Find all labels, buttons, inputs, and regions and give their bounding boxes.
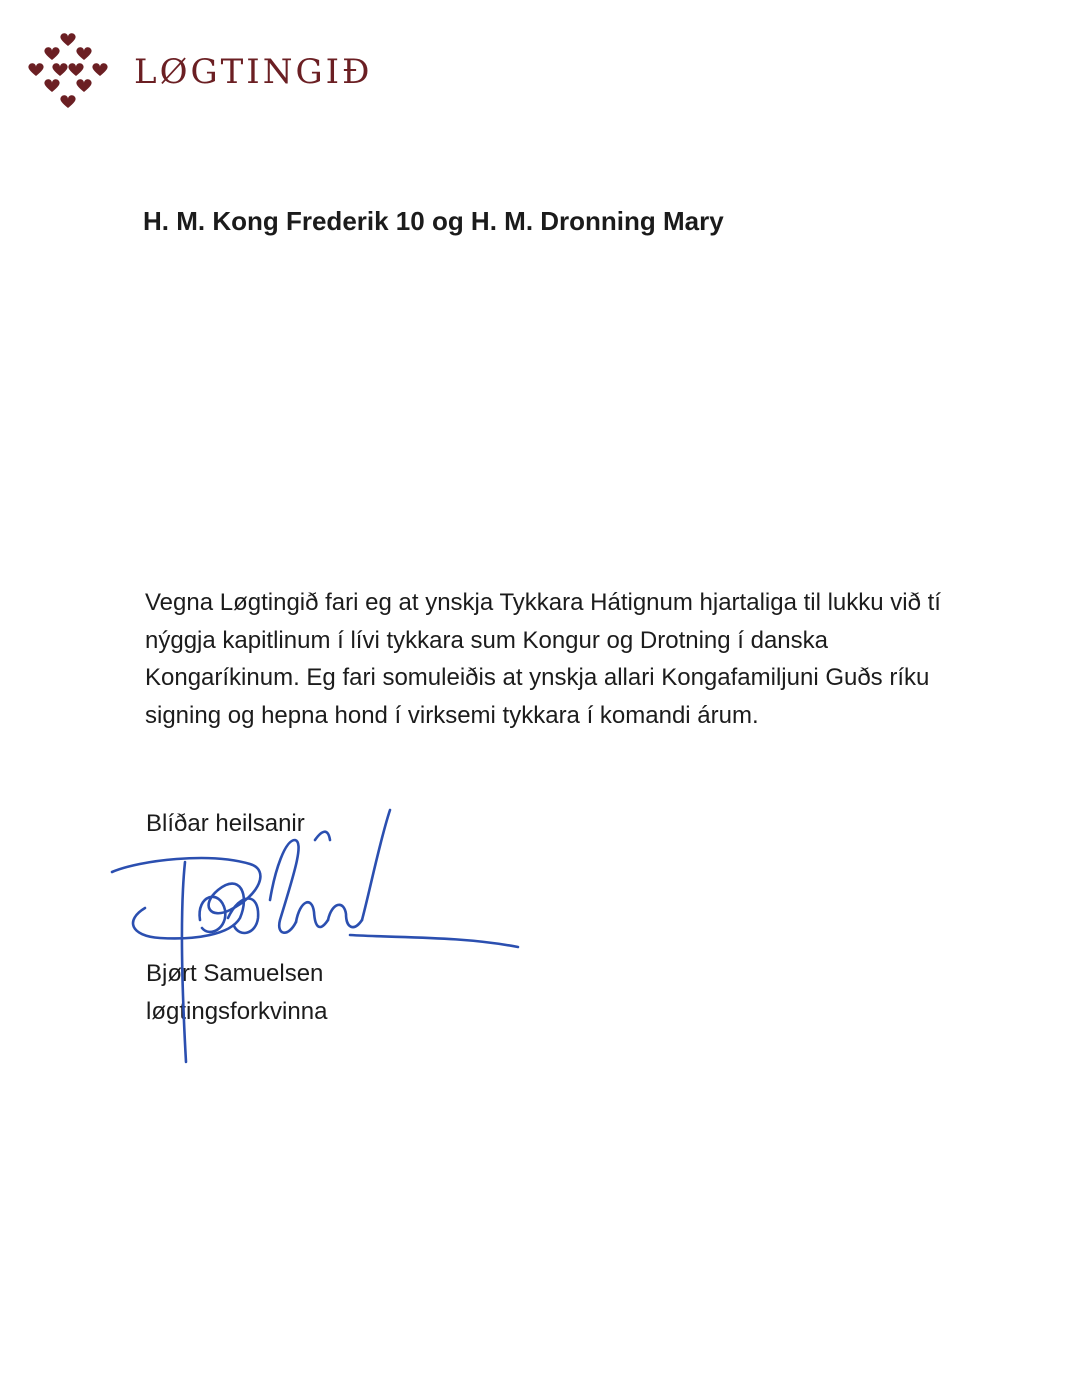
- handwritten-signature: [100, 800, 540, 1080]
- letter-body-line: Kongaríkinum. Eg fari somuleiðis at ynskja allari Kongafamiljuni Guðs ríku: [145, 664, 930, 691]
- letter-body-line: Vegna Løgtingið fari eg at ynskja Tykkara Hátignum hjartaliga til lukku við tí: [145, 589, 941, 616]
- logo-text: LØGTINGIÐ: [134, 52, 373, 92]
- signer-title: løgtingsforkvinna: [146, 998, 328, 1025]
- logo: [24, 28, 384, 118]
- signer-name: Bjørt Samuelsen: [146, 960, 324, 987]
- hearts-cluster-icon: [24, 28, 114, 118]
- letter-closing: Blíðar heilsanir: [146, 810, 305, 837]
- letter-addressee: H. M. Kong Frederik 10 og H. M. Dronning Mary: [143, 206, 724, 236]
- letter-body-line: nýggja kapitlinum í lívi tykkara sum Kongur og Drotning í danska: [145, 626, 829, 654]
- letter-body: [145, 584, 1045, 734]
- letter-body-line: signing og hepna hond í virksemi tykkara í komandi árum.: [145, 701, 759, 729]
